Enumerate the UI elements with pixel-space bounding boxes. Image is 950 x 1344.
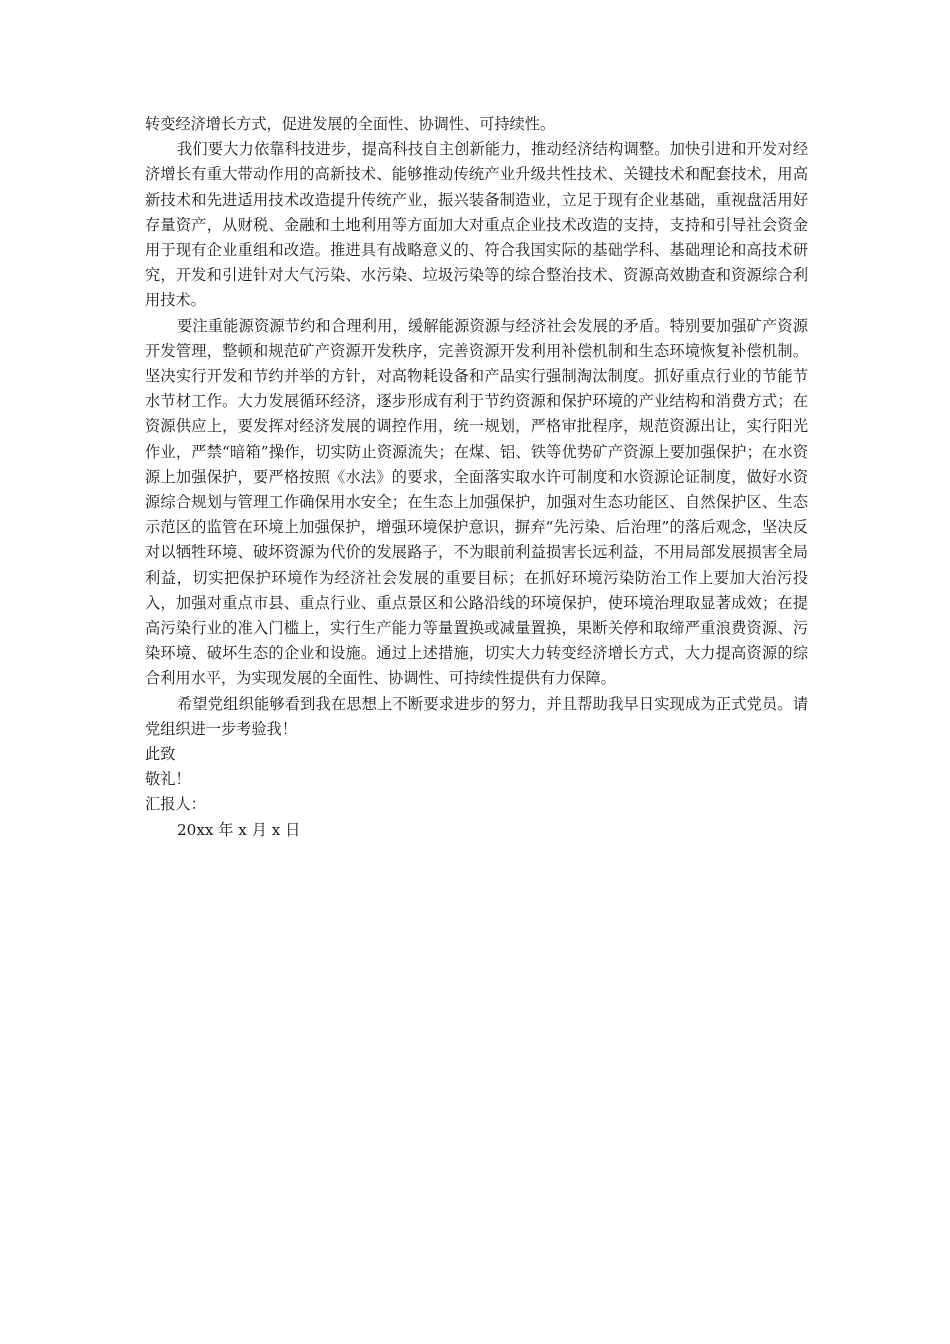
paragraph-4: 希望党组织能够看到我在思想上不断要求进步的努力，并且帮助我早日实现成为正式党员。请党组织进一步考验我！ xyxy=(145,694,808,738)
document-body xyxy=(145,112,808,843)
closing-line: 此致 xyxy=(145,745,176,764)
paragraph-2: 我们要大力依靠科技进步，提高科技自主创新能力，推动经济结构调整。加快引进和开发对经济增长有重大带动作用的高新技术、能够推动传统产业升级共性技术、关键技术和配套技术，用高新技术和先进适用技术改造提升传统产业，振兴装备制造业，立足于现有企业基础，重视盘活用好存量资产，从财税、金融和土地利用等方面加大对重点企业技术改造的支持，支持和引导社会资金用于现有企业重组和改造。推进具有战略意义的、符合我国实际的基础学科、基础理论和高技术研究，开发和引进针对大气污染、水污染、垃圾污染等的综合整治技术、资源高效勘查和资源综合利用技术。 xyxy=(145,140,808,310)
report-date: 20xx 年 x 月 x 日 xyxy=(177,820,301,839)
paragraph-1: 转变经济增长方式，促进发展的全面性、协调性、可持续性。 xyxy=(145,115,556,133)
reporter-label: 汇报人： xyxy=(145,795,206,814)
paragraph-3: 要注重能源资源节约和合理利用，缓解能源资源与经济社会发展的矛盾。特别要加强矿产资源开发管理，整顿和规范矿产资源开发秩序，完善资源开发利用补偿机制和生态环境恢复补偿机制。坚决实行开发和节约并举的方针，对高物耗设备和产品实行强制淘汰制度。抓好重点行业的节能节水节材工作。大力发展循环经济，逐步形成有利于节约资源和保护环境的产业结构和消费方式；在资源供应上，要发挥对经济发展的调控作用，统一规划，严格审批程序，规范资源出让，实行阳光作业，严禁“暗箱”操作，切实防止资源流失；在煤、铝、铁等优势矿产资源上要加强保护；在水资源上加强保护，要严格按照《水法》的要求，全面落实取水许可制度和水资源论证制度，做好水资源综合规划与管理工作确保用水安全；在生态上加强保护，加强对生态功能区、自然保护区、生态示范区的监管在环境上加强保护，增强环境保护意识，摒弃“先污染、后治理”的落后观念，坚决反对以牺牲环境、破坏资源为代价的发展路子，不为眼前利益损害长远利益，不用局部发展损害全局利益，切实把保护环境作为经济社会发展的重要目标；在抓好环境污染防治工作上要加大治污投入，加强对重点市县、重点行业、重点景区和公路沿线的环境保护，使环境治理取显著成效；在提高污染行业的准入门槛上，实行生产能力等量置换或减量置换，果断关停和取缔严重浪费资源、污染环境、破坏生态的企业和设施。通过上述措施，切实大力转变经济增长方式，大力提高资源的综合利用水平，为实现发展的全面性、协调性、可持续性提供有力保障。 xyxy=(145,316,808,688)
salute-line: 敬礼！ xyxy=(145,770,191,789)
